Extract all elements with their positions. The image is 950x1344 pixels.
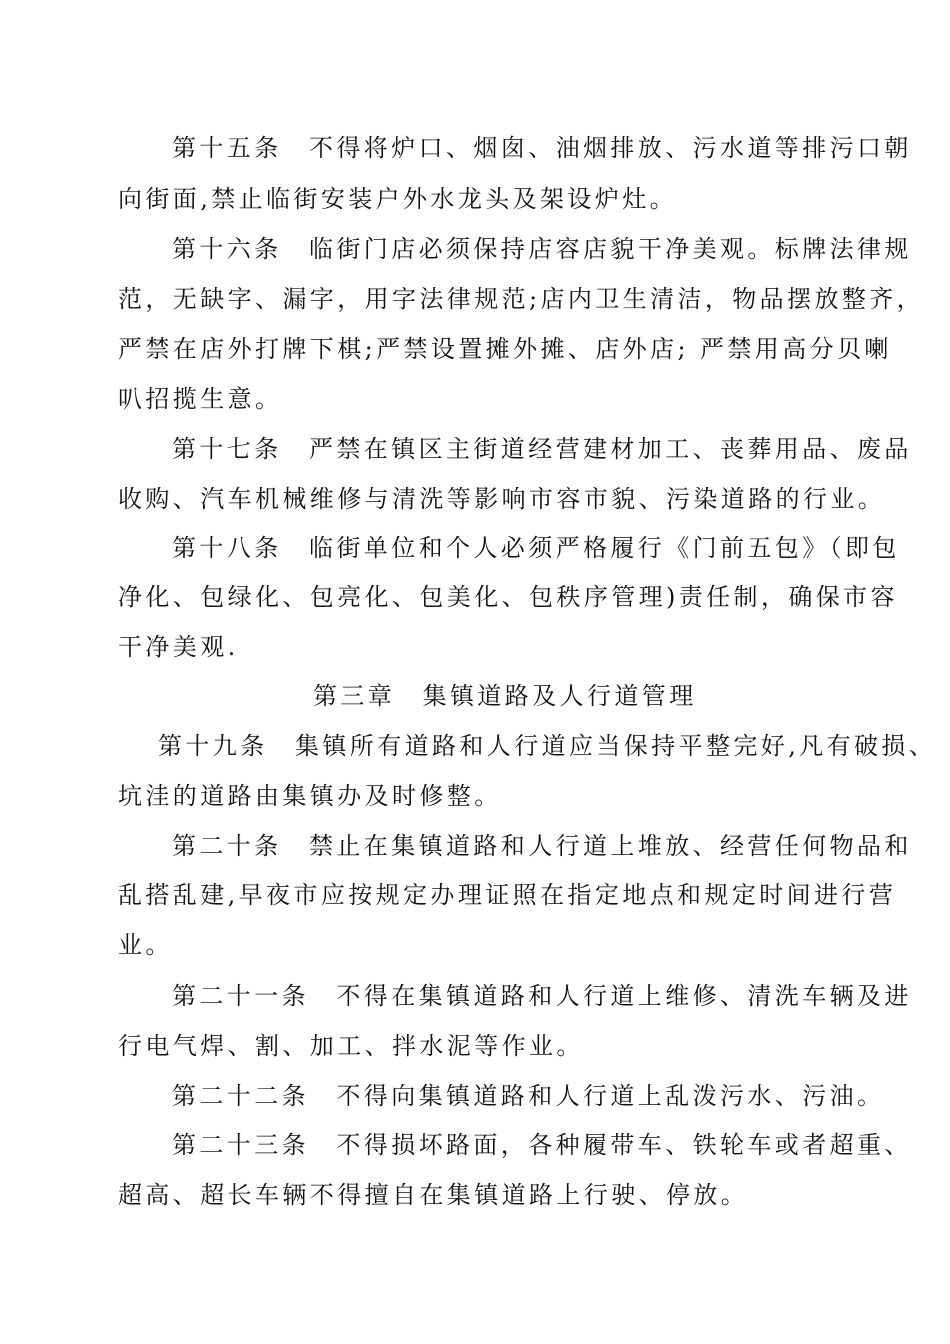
article-20-line-2: 乱搭乱建,早夜市应按规定办理证照在指定地点和规定时间进行营 [118, 881, 897, 909]
article-18-line-3: 干净美观. [118, 633, 239, 661]
article-16-line-2: 范，无缺字、漏字，用字法律规范;店内卫生清洁，物品摆放整齐， [118, 285, 925, 313]
article-19-line-2: 坑洼的道路由集镇办及时修整。 [118, 782, 502, 810]
article-16-line-4: 叭招揽生意。 [118, 385, 283, 413]
article-17-line-2: 收购、汽车机械维修与清洗等影响市容市貌、污染道路的行业。 [118, 485, 886, 513]
article-21-line-1: 第二十一条 不得在集镇道路和人行道上维修、清洗车辆及进 [172, 982, 912, 1010]
article-16-line-1: 第十六条 临街门店必须保持店容店貌干净美观。标牌法律规 [172, 235, 912, 263]
article-16-line-3: 严禁在店外打牌下棋;严禁设置摊外摊、店外店; 严禁用高分贝喇 [118, 335, 892, 363]
article-18-line-1: 第十八条 临街单位和个人必须严格履行《门前五包》（即包 [172, 534, 900, 562]
article-19-line-1: 第十九条 集镇所有道路和人行道应当保持平整完好,凡有破损、 [158, 732, 937, 760]
chapter-heading: 第三章 集镇道路及人行道管理 [313, 682, 697, 710]
article-15-line-1: 第十五条 不得将炉口、烟囱、油烟排放、污水道等排污口朝 [172, 134, 912, 162]
article-20-line-3: 业。 [118, 931, 173, 959]
article-23-line-1: 第二十三条 不得损坏路面，各种履带车、铁轮车或者超重、 [172, 1131, 912, 1159]
article-23-line-2: 超高、超长车辆不得擅自在集镇道路上行驶、停放。 [118, 1181, 749, 1209]
article-15-line-2: 向街面,禁止临街安装户外水龙头及架设炉灶。 [118, 185, 678, 213]
article-21-line-2: 行电气焊、割、加工、拌水泥等作业。 [118, 1032, 584, 1060]
article-22-line-1: 第二十二条 不得向集镇道路和人行道上乱泼污水、污油。 [172, 1082, 885, 1110]
article-18-line-2: 净化、包绿化、包亮化、包美化、包秩序管理)责任制，确保市容 [118, 583, 898, 611]
article-20-line-1: 第二十条 禁止在集镇道路和人行道上堆放、经营任何物品和 [172, 832, 912, 860]
article-17-line-1: 第十七条 严禁在镇区主街道经营建材加工、丧葬用品、废品 [172, 435, 912, 463]
